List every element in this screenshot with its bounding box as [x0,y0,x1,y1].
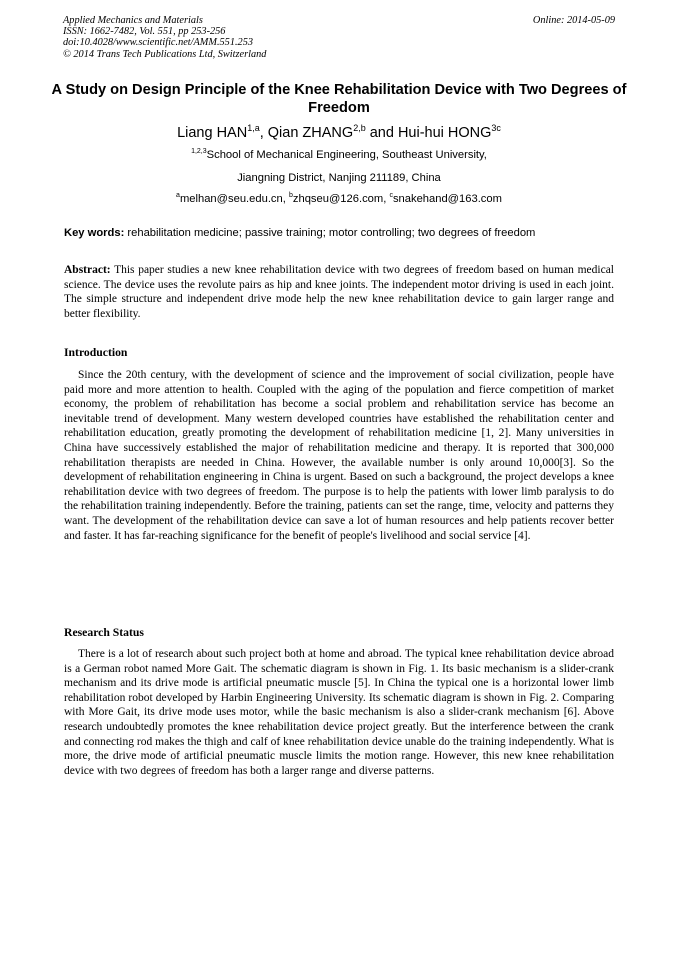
keywords-label: Key words: [64,227,125,239]
author-name: Liang HAN [177,125,248,141]
abstract [64,263,614,321]
email-separator: , [383,193,390,205]
author-separator: and [365,125,398,141]
abstract-text: This paper studies a new knee rehabilitation device with two degrees of freedom based on human medical science. The device uses the revolute pairs as hip and knee joints. The independent motor driving is used in each joint. The simple structure and independent drive mode help the new knee rehabilitation device to gain larger range and better flexibility. [64,264,614,320]
affiliation-line-1 [40,148,638,162]
introduction-paragraph: Since the 20th century, with the development of science and the improvement of social civilization, people have paid more and more attention to health. Coupled with the aging of the population and fierce competition of market economy, the problem of rehabilitation has become a social problem and rehabilitation service has become an inevitable trend of development. Many western developed countries have established the rehabilitation center and rehabilitation education, greatly promoting the development of rehabilitation medicine [1, 2]. Many universities in China have successively established the major of rehabilitation medicine and therapy. It is reported that 300,000 rehabilitation therapists are needed in China. However, the available number is only around 10,000[3]. So the development of rehabilitation engineering in China is urgent. Based on such a background, the project develops a knee rehabilitation device with two degrees of freedom. The purpose is to help the patients with lower limb paralysis to do the rehabilitation training independently. Before the training, patients can set the range, time, velocity and patterns they want. The development of the rehabilitation device can save a lot of human resources and help patients recover better and faster. It has far-reaching significance for the benefit of people's livelihood and social service [4]. [64,369,614,542]
author-sup: 2,b [353,123,366,133]
research-status-paragraph: There is a lot of research about such project both at home and abroad. The typical knee rehabilitation device abroad is a German robot named More Gait. The schematic diagram is shown in Fig. 1. Its basic mechanism is a slider-crank mechanism and its drive mode is artificial pneumatic muscle [5]. In China the typical one is a horizontal lower limb rehabilitation robot developed by Harbin Engineering University. Its schematic diagram is shown in Fig. 2. Comparing with More Gait, its drive mode uses motor, while the basic mechanism is also a slider-crank mechanism [6]. Above research undoubtedly promotes the knee rehabilitation device project greatly. But the interference between the crank and connecting rod makes the thigh and calf of knee rehabilitation device unable do the training independently. What is more, the drive mode of artificial pneumatic muscle limits the motion range. However, this new knee rehabilitation device with two degrees of freedom has both a larger range and diverse patterns. [64,648,614,777]
doi-line: doi:10.4028/www.scientific.net/AMM.551.253 [63,37,253,49]
issn-line: ISSN: 1662-7482, Vol. 551, pp 253-256 [63,26,226,38]
email-address: melhan@seu.edu.cn [179,193,283,205]
section-heading-introduction: Introduction [64,346,128,359]
author-separator: , [259,125,268,141]
section-heading-research-status: Research Status [64,626,144,639]
author-name: Qian ZHANG [267,125,354,141]
journal-name: Applied Mechanics and Materials [63,15,203,26]
author-list [40,124,638,142]
affiliation-line-2: Jiangning District, Nanjing 211189, China [237,172,441,184]
online-date: Online: 2014-05-09 [532,15,615,26]
affiliation-sup: 1,2,3 [191,148,207,155]
journal-header [63,15,483,60]
keywords [64,226,624,240]
email-separator: , [282,193,289,205]
email-address: snakehand@163.com [392,193,502,205]
email-line [40,192,638,206]
author-name: Hui-hui HONG [397,125,492,141]
email-address: zhqseu@126.com [292,193,384,205]
copyright-line: © 2014 Trans Tech Publications Ltd, Switzerland [63,48,267,60]
paper-title: A Study on Design Principle of the Knee Rehabilitation Device with Two Degrees of Freedom [51,82,627,116]
author-sup: 1,a [247,123,260,133]
abstract-label: Abstract: [64,264,111,276]
email-sup: b [288,192,293,199]
affiliation-text: School of Mechanical Engineering, Southeast University, [206,149,487,161]
email-sup: a [176,192,180,199]
email-sup: c [389,192,393,199]
author-sup: 3c [491,123,501,133]
keywords-text: rehabilitation medicine; passive training; motor controlling; two degrees of freedom [124,227,536,239]
